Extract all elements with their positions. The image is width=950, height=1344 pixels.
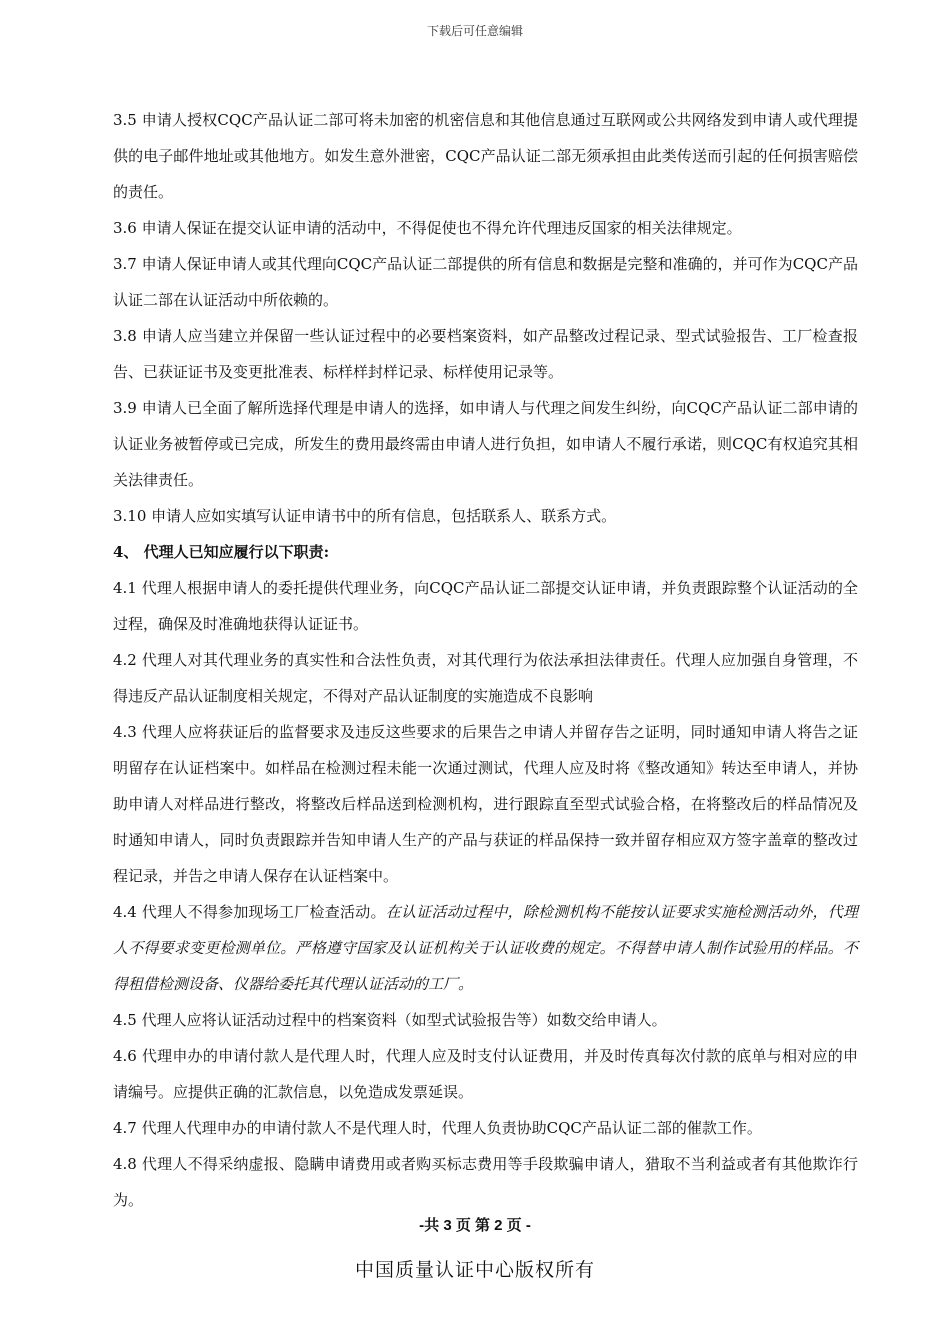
clause-4-3: 4.3 代理人应将获证后的监督要求及违反这些要求的后果告之申请人并留存告之证明，同时通知申请人将告之证明留存在认证档案中。如样品在检测过程未能一次通过测试，代理人应及时将《整改通知》转达至申请人，并协助申请人对样品进行整改，将整改后样品送到检测机构，进行跟踪直至型式试验合格，在将整改后的样品情况及时通知申请人，同时负责跟踪并告知申请人生产的产品与获证的样品保持一致并留存相应双方签字盖章的整改过程记录，并告之申请人保存在认证档案中。 [113, 723, 858, 885]
clause-4-6: 4.6 代理申办的申请付款人是代理人时，代理人应及时支付认证费用，并及时传真每次付款的底单与相对应的申请编号。应提供正确的汇款信息，以免造成发票延误。 [113, 1047, 858, 1101]
clause-4-1: 4.1 代理人根据申请人的委托提供代理业务，向CQC产品认证二部提交认证申请，并负责跟踪整个认证活动的全过程，确保及时准确地获得认证证书。 [113, 579, 858, 633]
clause-4-4-lead: 4.4 代理人不得参加现场工厂检查活动。 [113, 903, 386, 921]
page-header-note: 下载后可任意编辑 [426, 24, 523, 38]
clause-3-9: 3.9 申请人已全面了解所选择代理是申请人的选择，如申请人与代理之间发生纠纷，向CQC产品认证二部申请的认证业务被暂停或已完成，所发生的费用最终需由申请人进行负担，如申请人不履行承诺，则CQC有权追究其相关法律责任。 [113, 399, 858, 489]
document-body [113, 102, 858, 1218]
page-number: -共 3 页 第 2 页 - [419, 1217, 531, 1234]
clause-3-5: 3.5 申请人授权CQC产品认证二部可将未加密的机密信息和其他信息通过互联网或公共网络发到申请人或代理提供的电子邮件地址或其他地方。如发生意外泄密，CQC产品认证二部无须承担由此类传送而引起的任何损害赔偿的责任。 [113, 111, 858, 201]
clause-4-4-italic: 在认证活动过程中，除检测机构不能按认证要求实施检测活动外，代理人不得要求变更检测单位。严格遵守国家及认证机构关于认证收费的规定。不得替申请人制作试验用的样品。不得租借检测设备、仪器给委托其代理认证活动的工厂。 [113, 903, 858, 993]
clause-4-2: 4.2 代理人对其代理业务的真实性和合法性负责，对其代理行为依法承担法律责任。代理人应加强自身管理，不得违反产品认证制度相关规定，不得对产品认证制度的实施造成不良影响 [113, 651, 858, 705]
clause-3-7: 3.7 申请人保证申请人或其代理向CQC产品认证二部提供的所有信息和数据是完整和准确的，并可作为CQC产品认证二部在认证活动中所依赖的。 [113, 255, 858, 309]
clause-3-10: 3.10 申请人应如实填写认证申请书中的所有信息，包括联系人、联系方式。 [113, 507, 617, 525]
clause-4-8: 4.8 代理人不得采纳虚报、隐瞒申请费用或者购买标志费用等手段欺骗申请人，猎取不当利益或者有其他欺诈行为。 [113, 1155, 858, 1209]
clause-3-6: 3.6 申请人保证在提交认证申请的活动中，不得促使也不得允许代理违反国家的相关法律规定。 [113, 219, 742, 237]
section-4-heading: 4、 代理人已知应履行以下职责: [113, 543, 330, 561]
clause-3-8: 3.8 申请人应当建立并保留一些认证过程中的必要档案资料，如产品整改过程记录、型式试验报告、工厂检查报告、已获证证书及变更批准表、标样样封样记录、标样使用记录等。 [113, 327, 858, 381]
copyright-footer: 中国质量认证中心版权所有 [354, 1259, 595, 1281]
clause-4-4 [113, 894, 858, 1002]
clause-4-5: 4.5 代理人应将认证活动过程中的档案资料（如型式试验报告等）如数交给申请人。 [113, 1011, 667, 1029]
clause-4-7: 4.7 代理人代理申办的申请付款人不是代理人时，代理人负责协助CQC产品认证二部的催款工作。 [113, 1119, 762, 1137]
